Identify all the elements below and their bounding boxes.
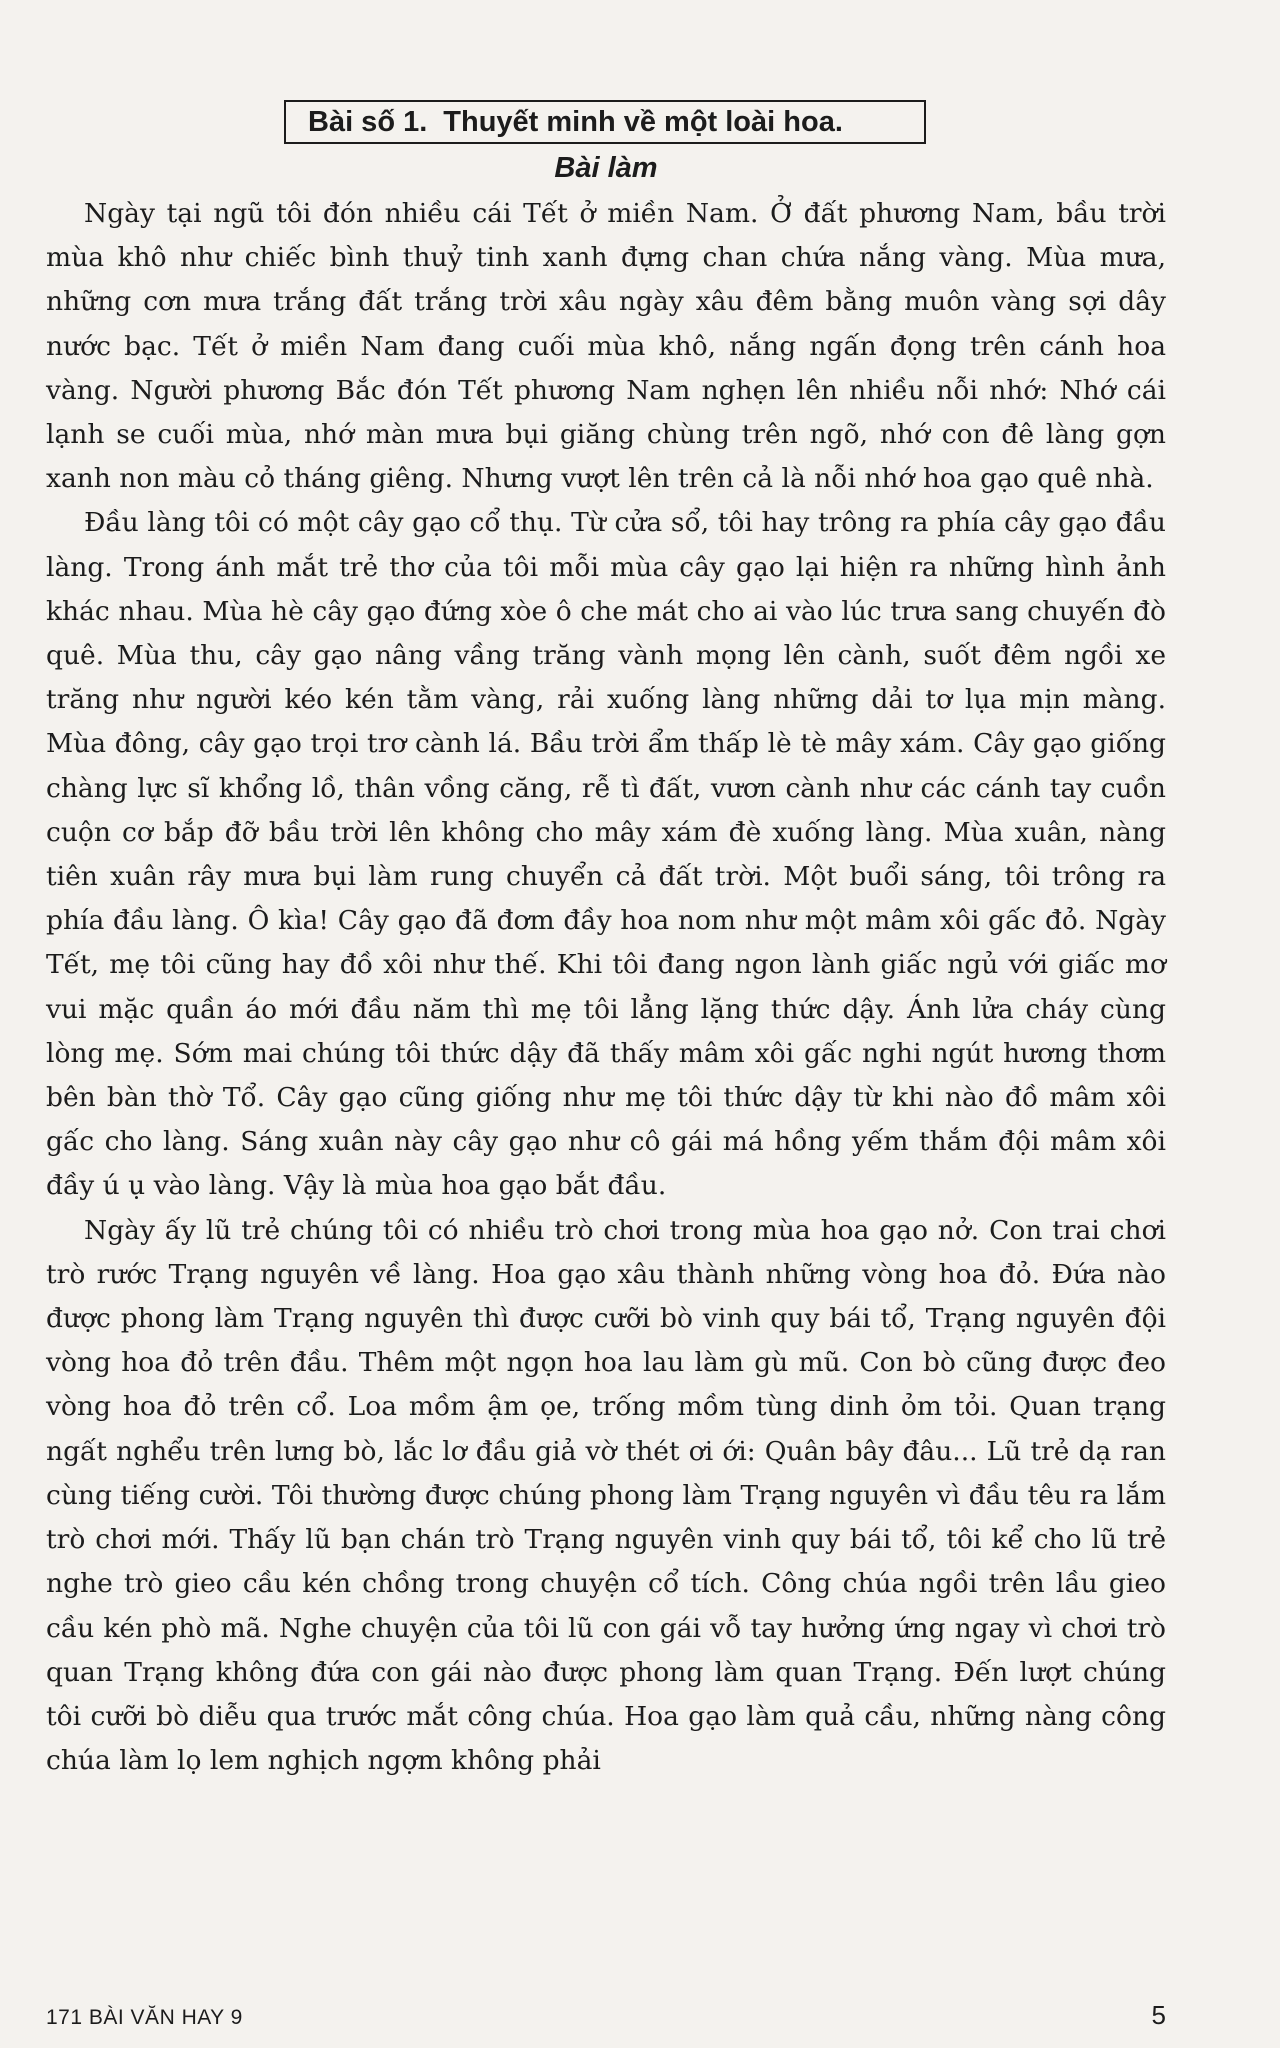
answer-subheading: Bài làm [554, 152, 658, 184]
page-number: 5 [1151, 2000, 1166, 2030]
essay-paragraph: Đầu làng tôi có một cây gạo cổ thụ. Từ cửa sổ, tôi hay trông ra phía cây gạo đầu làng. Trong ánh mắt trẻ thơ của tôi mỗi mùa cây gạo lại hiện ra những hình ảnh khác nhau. Mùa hè cây gạo đứng xòe ô che mát cho ai vào lúc trưa sang chuyến đò quê. Mùa thu, cây gạo nâng vầng trăng vành mọng lên cành, suốt đêm ngồi xe trăng như người kéo kén tằm vàng, rải xuống làng những dải tơ lụa mịn màng. Mùa đông, cây gạo trọi trơ cành lá. Bầu trời ẩm thấp lè tè mây xám. Cây gạo giống chàng lực sĩ khổng lồ, thân vồng căng, rễ tì đất, vươn cành như các cánh tay cuồn cuộn cơ bắp đỡ bầu trời lên không cho mây xám đè xuống làng. Mùa xuân, nàng tiên xuân rây mưa bụi làm rung chuyển cả đất trời. Một buổi sáng, tôi trông ra phía đầu làng. Ô kìa! Cây gạo đã đơm đầy hoa nom như một mâm xôi gấc đỏ. Ngày Tết, mẹ tôi cũng hay đồ xôi như thế. Khi tôi đang ngon lành giấc ngủ với giấc mơ vui mặc quần áo mới đầu năm thì mẹ tôi lẳng lặng thức dậy. Ánh lửa cháy cùng lòng mẹ. Sớm mai chúng tôi thức dậy đã thấy mâm xôi gấc nghi ngút hương thơm bên bàn thờ Tổ. Cây gạo cũng giống như mẹ tôi thức dậy từ khi nào đồ mâm xôi gấc cho làng. Sáng xuân này cây gạo như cô gái má hồng yếm thắm đội mâm xôi đầy ú ụ vào làng. Vậy là mùa hoa gạo bắt đầu. [46, 507, 1166, 1202]
footer-book-title: 171 BÀI VĂN HAY 9 [46, 2006, 243, 2029]
essay-paragraph: Ngày tại ngũ tôi đón nhiều cái Tết ở miền Nam. Ở đất phương Nam, bầu trời mùa khô như chiếc bình thuỷ tinh xanh đựng chan chứa nắng vàng. Mùa mưa, những cơn mưa trắng đất trắng trời xâu ngày xâu đêm bằng muôn vàng sợi dây nước bạc. Tết ở miền Nam đang cuối mùa khô, nắng ngấn đọng trên cánh hoa vàng. Người phương Bắc đón Tết phương Nam nghẹn lên nhiều nỗi nhớ: Nhớ cái lạnh se cuối mùa, nhớ màn mưa bụi giăng chùng trên ngõ, nhớ con đê làng gợn xanh non màu cỏ tháng giêng. Nhưng vượt lên trên cả là nỗi nhớ hoa gạo quê nhà. [46, 198, 1166, 495]
book-page [46, 96, 1166, 2036]
essay-body [46, 192, 1166, 1783]
exercise-label: Bài số 1. [308, 106, 428, 138]
exercise-title: Thuyết minh về một loài hoa. [443, 106, 843, 138]
exercise-title-box [284, 100, 926, 144]
essay-paragraph: Ngày ấy lũ trẻ chúng tôi có nhiều trò chơi trong mùa hoa gạo nở. Con trai chơi trò rước Trạng nguyên về làng. Hoa gạo xâu thành những vòng hoa đỏ. Đứa nào được phong làm Trạng nguyên thì được cưỡi bò vinh quy bái tổ, Trạng nguyên đội vòng hoa đỏ trên đầu. Thêm một ngọn hoa lau làm gù mũ. Con bò cũng được đeo vòng hoa đỏ trên cổ. Loa mồm ậm ọe, trống mồm tùng dinh ỏm tỏi. Quan trạng ngất nghểu trên lưng bò, lắc lơ đầu giả vờ thét ơi ới: Quân bây đâu... Lũ trẻ dạ ran cùng tiếng cười. Tôi thường được chúng phong làm Trạng nguyên vì đầu têu ra lắm trò chơi mới. Thấy lũ bạn chán trò Trạng nguyên vinh quy bái tổ, tôi kể cho lũ trẻ nghe trò gieo cầu kén chồng trong chuyện cổ tích. Công chúa ngồi trên lầu gieo cầu kén phò mã. Nghe chuyện của tôi lũ con gái vỗ tay hưởng ứng ngay vì chơi trò quan Trạng không đứa con gái nào được phong làm quan Trạng. Đến lượt chúng tôi cưỡi bò diễu qua trước mắt công chúa. Hoa gạo làm quả cầu, những nàng công chúa làm lọ lem nghịch ngợm không phải [46, 1214, 1166, 1777]
